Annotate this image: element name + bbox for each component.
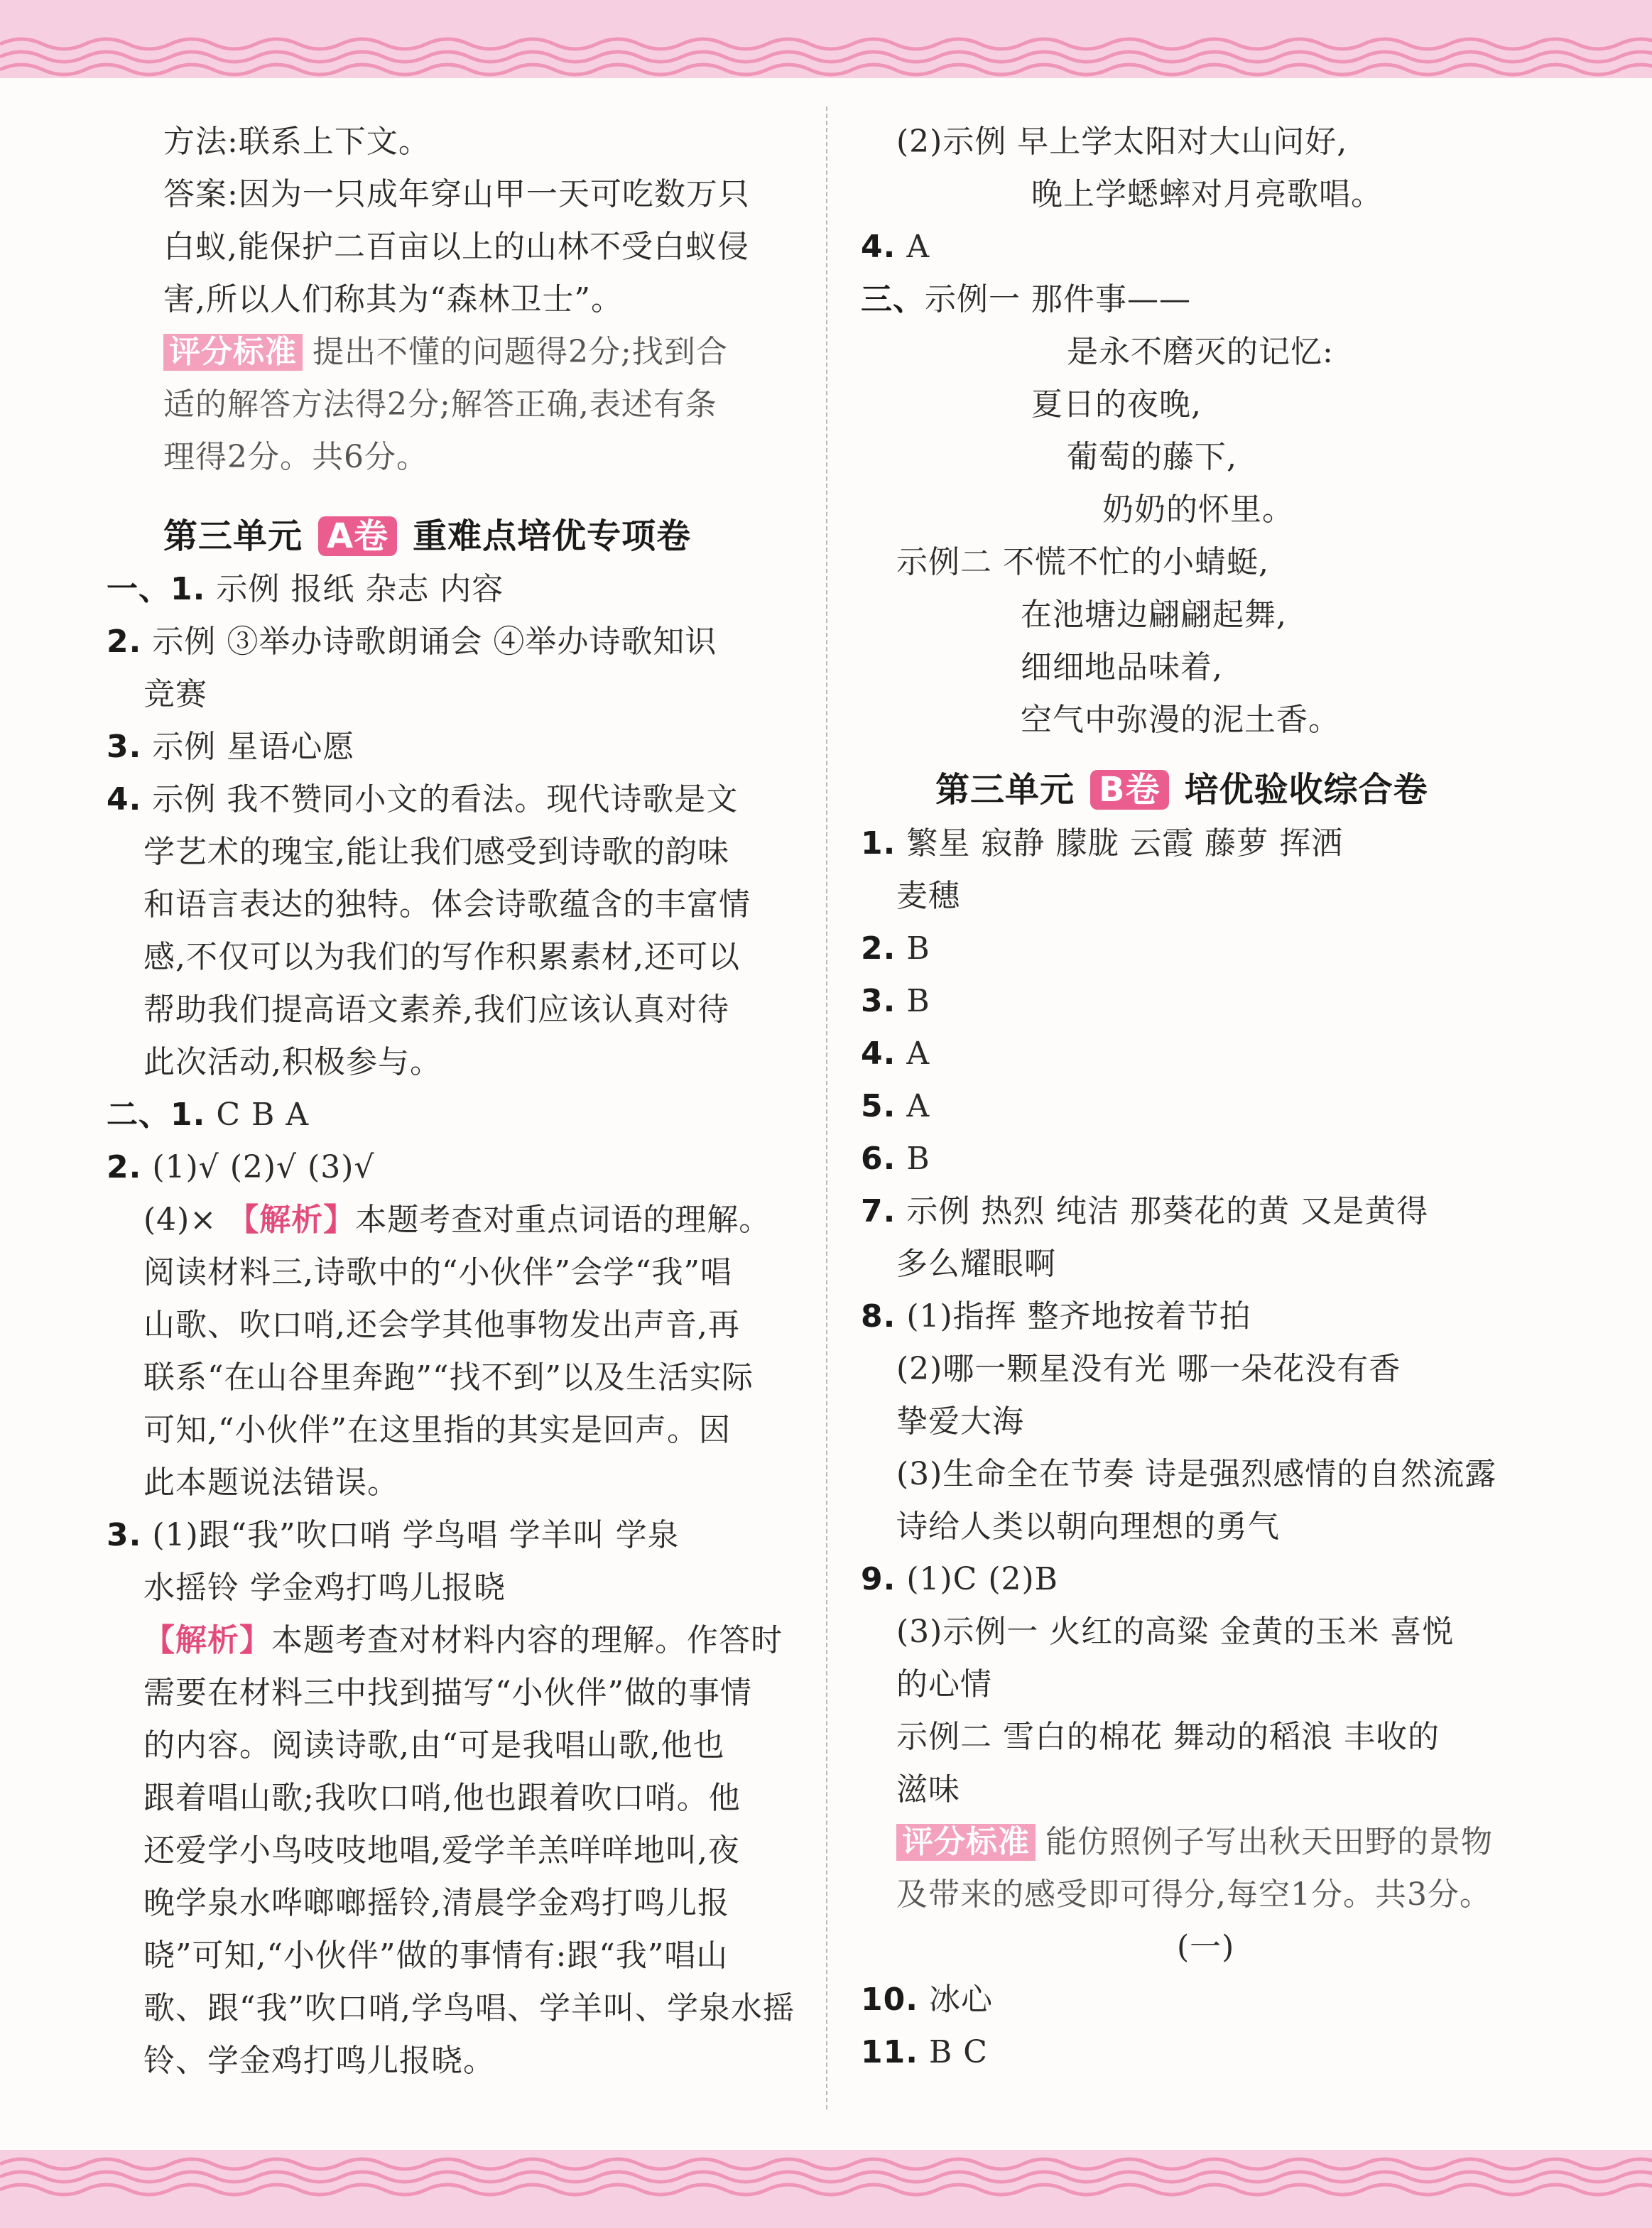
text-line: 联系“在山谷里奔跑”“找不到”以及生活实际 [143, 1359, 754, 1396]
answer-item [861, 1033, 930, 1075]
item-number: 2. [861, 930, 896, 967]
item-number: 4. [107, 781, 142, 817]
poem-line: 空气中弥漫的泥土香。 [1021, 702, 1340, 738]
text-line: 山歌、吹口哨,还会学其他事物发出声音,再 [143, 1307, 740, 1343]
item-number: 3. [861, 983, 896, 1019]
item-number: 3. [107, 729, 142, 765]
text-line: (2)哪一颗星没有光 哪一朵花没有香 [896, 1351, 1401, 1387]
poem-line: 奶奶的怀里。 [1102, 491, 1294, 528]
item-text: 示例一 那件事—— [925, 281, 1191, 317]
scoring-text: 能仿照例子写出秋天田野的景物 [1045, 1824, 1493, 1860]
answer-item [861, 822, 1343, 865]
answer-item [861, 928, 930, 970]
unit-label: 第三单元 [163, 516, 303, 556]
answer-item [861, 1295, 1251, 1338]
text-line: 竞赛 [143, 676, 207, 712]
answer-item [861, 226, 930, 268]
text-line: 滋味 [896, 1771, 960, 1808]
text-line: 此本题说法错误。 [143, 1464, 399, 1501]
answer-item [107, 778, 738, 821]
item-number: 9. [861, 1561, 896, 1597]
text-line: 多么耀眼啊 [896, 1246, 1056, 1282]
text-line: 水摇铃 学金鸡打鸣儿报晓 [143, 1570, 506, 1606]
text-line: 晚学泉水哗啷啷摇铃,清晨学金鸡打鸣儿报 [143, 1885, 729, 1921]
item-text: (1)C (2)B [906, 1561, 1058, 1597]
text-line: 需要在材料三中找到描写“小伙伴”做的事情 [143, 1675, 752, 1711]
answer-item [107, 1146, 374, 1189]
item-number: 4. [861, 1036, 896, 1072]
item-text: B [906, 1141, 930, 1177]
item-text: (1)跟“我”吹口哨 学鸟唱 学羊叫 学泉 [152, 1517, 680, 1553]
analysis-tag: 【解析】 [143, 1622, 271, 1658]
scoring-tag: 评分标准 [896, 1824, 1036, 1861]
poem-line: 夏日的夜晚, [1031, 386, 1202, 423]
text-line: (2)示例 早上学太阳对大山问好, [896, 124, 1348, 160]
item-text: A [906, 1088, 930, 1124]
item-number: 3. [107, 1517, 142, 1553]
answer-line: 答案:因为一只成年穿山甲一天可吃数万只 [163, 176, 750, 212]
volume-pill: A卷 [318, 516, 397, 556]
volume-pill: B卷 [1090, 770, 1169, 810]
scoring-tag: 评分标准 [163, 334, 303, 371]
analysis-tag: 【解析】 [227, 1202, 356, 1238]
answer-item [107, 621, 717, 663]
item-number: 7. [861, 1193, 896, 1229]
answer-item [861, 278, 1191, 321]
bottom-wave-border [0, 2150, 1652, 2228]
section-heading-b [935, 768, 1428, 811]
text-line: 晚上学蟋蟀对月亮歌唱。 [1031, 176, 1383, 212]
item-text: B [906, 983, 930, 1019]
text-line: 歌、跟“我”吹口哨,学鸟唱、学羊叫、学泉水摇 [143, 1990, 795, 2026]
answer-item [107, 1094, 309, 1136]
item-text: 示例 ③举办诗歌朗诵会 ④举办诗歌知识 [152, 624, 717, 660]
text-line: 适的解答方法得2分;解答正确,表述有条 [163, 386, 717, 423]
top-wave-border [0, 0, 1652, 78]
text-line: 跟着唱山歌;我吹口哨,他也跟着吹口哨。他 [143, 1780, 741, 1816]
text-line: 帮助我们提高语文素养,我们应该认真对待 [143, 991, 729, 1028]
subsection-label: (一) [1177, 1929, 1235, 1965]
answer-item [861, 980, 930, 1023]
text-line: (3)生命全在节奏 诗是强烈感情的自然流露 [896, 1456, 1497, 1492]
analysis-line [143, 1199, 771, 1241]
answer-item [107, 726, 354, 768]
text-line: 白蚁,能保护二百亩以上的山林不受白蚁侵 [163, 229, 749, 265]
poem-line: 葡萄的藤下, [1067, 439, 1237, 475]
text-line: 示例二 雪白的棉花 舞动的稻浪 丰收的 [896, 1719, 1440, 1755]
text-line: 可知,“小伙伴”在这里指的其实是回声。因 [143, 1412, 731, 1448]
text-line: 感,不仅可以为我们的写作积累素材,还可以 [143, 939, 740, 975]
poem-line: 是永不磨灭的记忆: [1067, 334, 1334, 370]
poem-line: 示例二 不慌不忙的小蜻蜓, [896, 544, 1269, 580]
text-line: 麦穗 [896, 878, 960, 914]
item-text: (1)指挥 整齐地按着节拍 [906, 1298, 1251, 1335]
item-number: 二、1. [107, 1097, 206, 1133]
text-line: 理得2分。共6分。 [163, 439, 428, 475]
analysis-text: 本题考查对材料内容的理解。作答时 [271, 1622, 783, 1658]
item-number: 2. [107, 624, 142, 660]
text-line: 铃、学金鸡打鸣儿报晓。 [143, 2043, 495, 2079]
answer-item [107, 1514, 680, 1557]
text-line: 的心情 [896, 1666, 992, 1702]
answer-item [861, 1138, 930, 1180]
item-number: 4. [861, 229, 896, 265]
item-text: C B A [216, 1097, 310, 1133]
item-number: 10. [861, 1982, 918, 2018]
answer-item [861, 1979, 993, 2021]
item-text: 示例 星语心愿 [152, 729, 355, 765]
poem-line: 细细地品味着, [1021, 649, 1223, 685]
item-number: 一、1. [107, 571, 206, 607]
scoring-line [163, 331, 728, 374]
text-line: 挚爱大海 [896, 1403, 1024, 1440]
item-text: B [906, 930, 930, 967]
item-number: 8. [861, 1298, 896, 1335]
scoring-line [896, 1821, 1493, 1864]
answer-item [861, 1190, 1428, 1233]
answer-item [861, 2031, 988, 2074]
text-line: 及带来的感受即可得分,每空1分。共3分。 [896, 1876, 1491, 1913]
item-text: 冰心 [928, 1982, 993, 2018]
item-number: 11. [861, 2034, 918, 2070]
analysis-line [143, 1619, 783, 1662]
item-number: 1. [861, 825, 896, 862]
item-text: 示例 报纸 杂志 内容 [216, 571, 504, 607]
item-number: 三、 [861, 281, 925, 317]
item-text: 示例 我不赞同小文的看法。现代诗歌是文 [152, 781, 739, 817]
item-text: A [906, 229, 930, 265]
item-text: B C [928, 2034, 988, 2070]
scoring-text: 提出不懂的问题得2分;找到合 [313, 334, 728, 370]
poem-line: 在池塘边翩翩起舞, [1021, 597, 1287, 633]
item-number: 5. [861, 1088, 896, 1124]
analysis-text: 本题考查对重点词语的理解。 [355, 1202, 771, 1238]
text-line: 害,所以人们称其为“森林卫士”。 [163, 281, 623, 317]
answer-item [107, 568, 504, 611]
method-line: 方法:联系上下文。 [163, 124, 430, 160]
column-divider [826, 107, 827, 2109]
section-heading-a [163, 515, 691, 558]
section-title: 重难点培优专项卷 [413, 516, 692, 556]
item-text: (1)√ (2)√ (3)√ [152, 1149, 375, 1185]
text-line: 诗给人类以朝向理想的勇气 [896, 1509, 1280, 1545]
item-text: 繁星 寂静 朦胧 云霞 藤萝 挥洒 [906, 825, 1344, 862]
item-number: 2. [107, 1149, 142, 1185]
answer-item [861, 1558, 1058, 1601]
item-number: 6. [861, 1141, 896, 1177]
item-text: 示例 热烈 纯洁 那葵花的黄 又是黄得 [906, 1193, 1429, 1229]
unit-label: 第三单元 [935, 770, 1075, 810]
item-text: A [906, 1036, 930, 1072]
text-line: 和语言表达的独特。体会诗歌蕴含的丰富情 [143, 886, 751, 923]
text-line: 的内容。阅读诗歌,由“可是我唱山歌,他也 [143, 1727, 725, 1764]
text-line: (3)示例一 火红的高粱 金黄的玉米 喜悦 [896, 1614, 1455, 1650]
text-line: 此次活动,积极参与。 [143, 1044, 442, 1080]
answer-item [861, 1085, 930, 1128]
section-title: 培优验收综合卷 [1184, 770, 1428, 810]
text-line: 学艺术的瑰宝,能让我们感受到诗歌的韵味 [143, 834, 729, 870]
item-text: (4)× [143, 1202, 217, 1238]
text-line: 晓”可知,“小伙伴”做的事情有:跟“我”唱山 [143, 1938, 729, 1974]
text-line: 还爱学小鸟吱吱地唱,爱学羊羔咩咩地叫,夜 [143, 1832, 740, 1869]
text-line: 阅读材料三,诗歌中的“小伙伴”会学“我”唱 [143, 1254, 732, 1290]
